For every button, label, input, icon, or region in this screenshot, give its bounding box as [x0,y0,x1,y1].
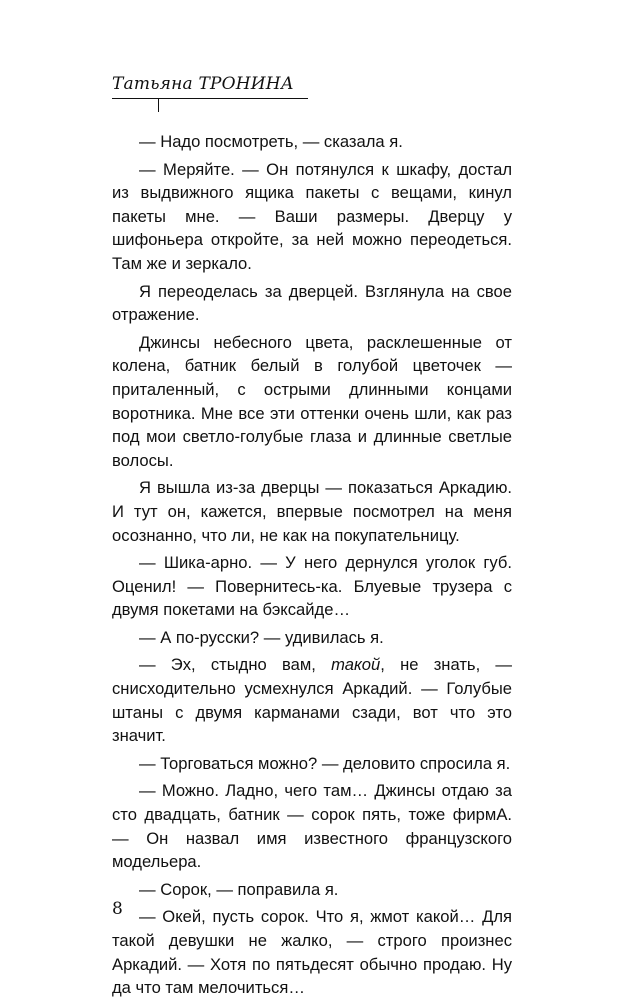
text-run: — Можно. Ладно, чего там… Джинсы отдаю за сто двадцать, батник — сорок пять, тоже фирмА. — Он назвал имя известного французского модельера. [112,781,512,872]
paragraph [112,878,512,902]
text-run: — Эх, стыдно вам, [139,655,332,675]
header-rule [112,98,308,99]
running-header-author: Татьяна ТРОНИНА [112,74,294,94]
paragraph [112,779,512,873]
text-run: — Меряйте. — Он потянулся к шкафу, достал из выдвижного ящика пакеты с вещами, кинул пакеты мне. — Ваши размеры. Дверцу у шифоньера откройте, за ней можно переодеться. Там же и зеркало. [112,159,512,273]
text-run: — Сорок, — поправила я. [139,879,339,899]
paragraph [112,158,512,276]
text-run: — Торговаться можно? — деловито спросила я. [139,753,511,773]
paragraph [112,626,512,650]
paragraph [112,653,512,747]
paragraph [112,130,512,154]
body-text [112,130,512,1000]
paragraph [112,476,512,547]
header-tick [158,98,159,112]
paragraph [112,331,512,473]
paragraph [112,905,512,999]
text-run: Я вышла из-за дверцы — показаться Аркадию. И тут он, кажется, впервые посмотрел на меня осознанно, что ли, не как на покупательницу. [112,478,512,545]
paragraph [112,752,512,776]
running-header [112,74,308,94]
text-run: Джинсы небесного цвета, расклешенные от колена, батник белый в голубой цветочек — приталенный, с острыми длинными концами воротника. Мне все эти оттенки очень шли, как раз под мои светло-голубые глаза и длинные светлые волосы. [112,332,512,470]
page-number: 8 [112,899,123,919]
text-run: , не знать, — снисходительно усмехнулся Аркадий. — Голубые штаны с двумя карманами сзади, вот что это значит. [112,655,512,746]
paragraph [112,280,512,327]
text-run: — Окей, пусть сорок. Что я, жмот какой… Для такой девушки не жалко, — строго произнес Аркадий. — Хотя по пятьдесят обычно продаю. Ну да что там мелочиться… [112,907,512,998]
text-run: Я переоделась за дверцей. Взглянула на свое отражение. [112,281,512,325]
italic-emphasis: такой [331,655,381,675]
text-run: — Шика-арно. — У него дернулся уголок губ. Оценил! — Повернитесь-ка. Блуевые трузера с двумя покетами на бэксайде… [112,553,512,620]
text-run: — А по-русски? — удивилась я. [139,627,384,647]
text-run: — Надо посмотреть, — сказала я. [139,132,403,151]
paragraph [112,551,512,622]
